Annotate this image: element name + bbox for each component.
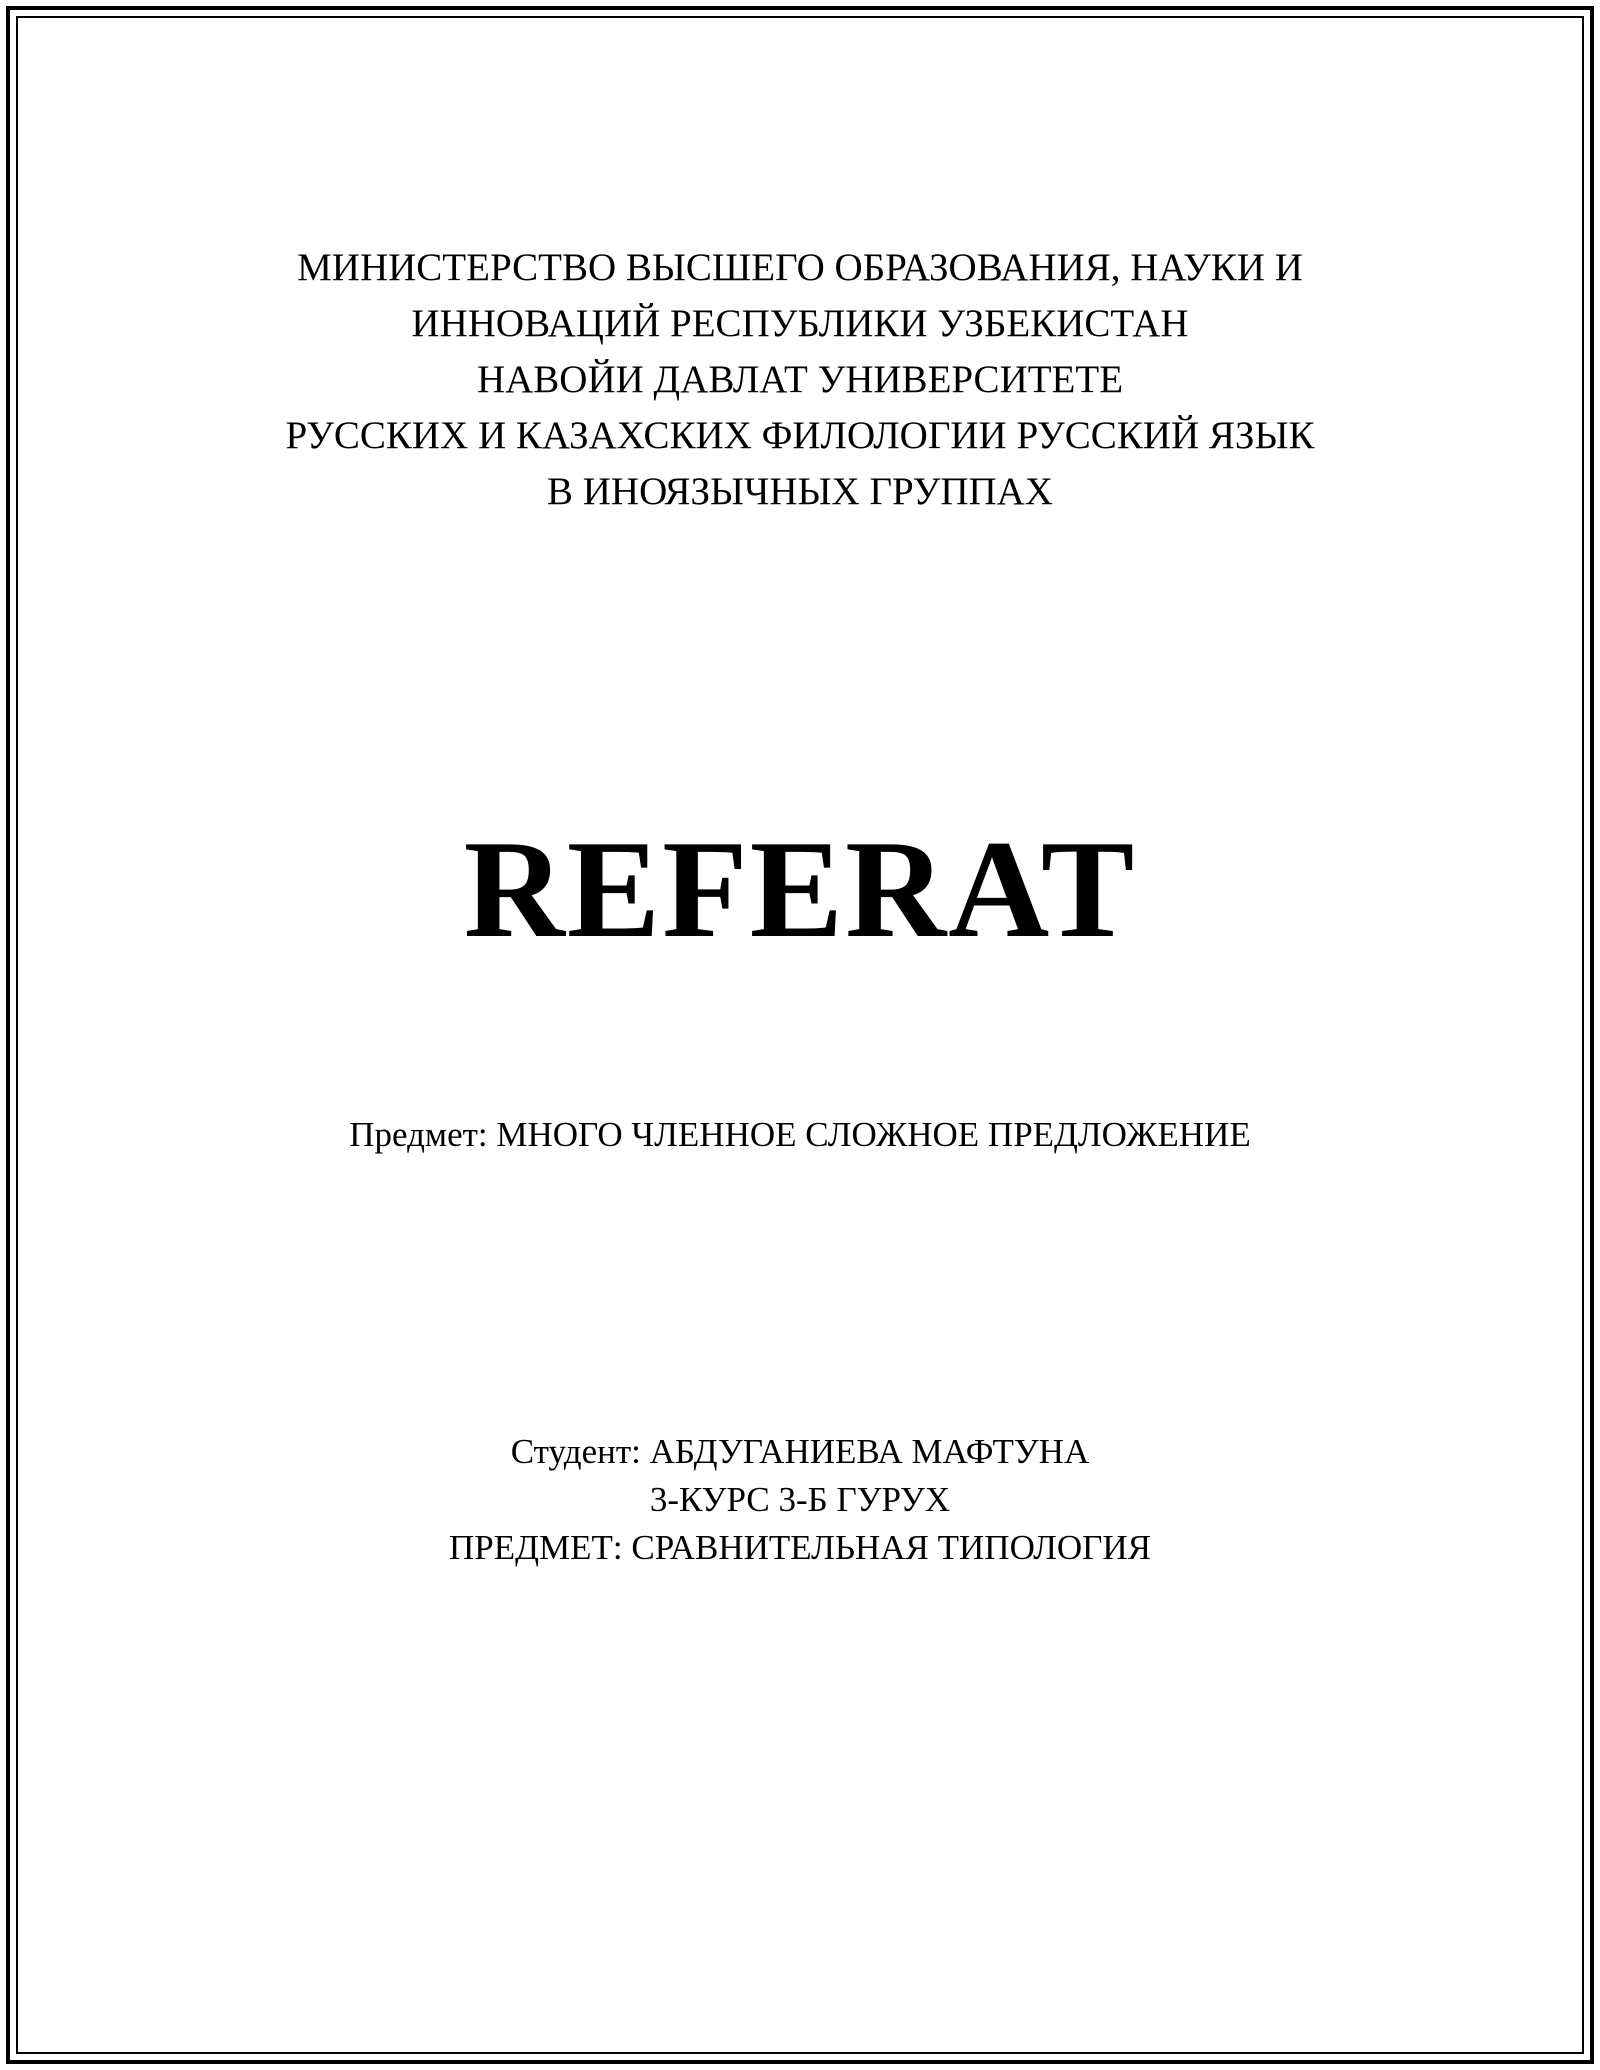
institution-header bbox=[0, 240, 1600, 520]
student-name: Студент: АБДУГАНИЕВА МАФТУНА bbox=[510, 1432, 1090, 1471]
student-subject: ПРЕДМЕТ: СРАВНИТЕЛЬНАЯ ТИПОЛОГИЯ bbox=[449, 1528, 1151, 1567]
subject-line: Предмет: МНОГО ЧЛЕННОЕ СЛОЖНОЕ ПРЕДЛОЖЕНИЕ bbox=[349, 1115, 1251, 1154]
student-info bbox=[0, 1428, 1600, 1572]
header-line-university: НАВОЙИ ДАВЛАТ УНИВЕРСИТЕТЕ bbox=[476, 358, 1124, 401]
document-title: REFERAT bbox=[463, 812, 1137, 967]
header-line-faculty: РУССКИХ И КАЗАХСКИХ ФИЛОЛОГИИ РУССКИЙ ЯЗЫК bbox=[285, 414, 1315, 457]
header-line-groups: В ИНОЯЗЫЧНЫХ ГРУППАХ bbox=[547, 470, 1053, 513]
header-line-republic: ИННОВАЦИЙ РЕСПУБЛИКИ УЗБЕКИСТАН bbox=[411, 302, 1189, 345]
student-course-group: 3-КУРС 3-Б ГУРУХ bbox=[649, 1480, 951, 1519]
header-line-ministry: МИНИСТЕРСТВО ВЫСШЕГО ОБРАЗОВАНИЯ, НАУКИ И bbox=[297, 246, 1303, 289]
